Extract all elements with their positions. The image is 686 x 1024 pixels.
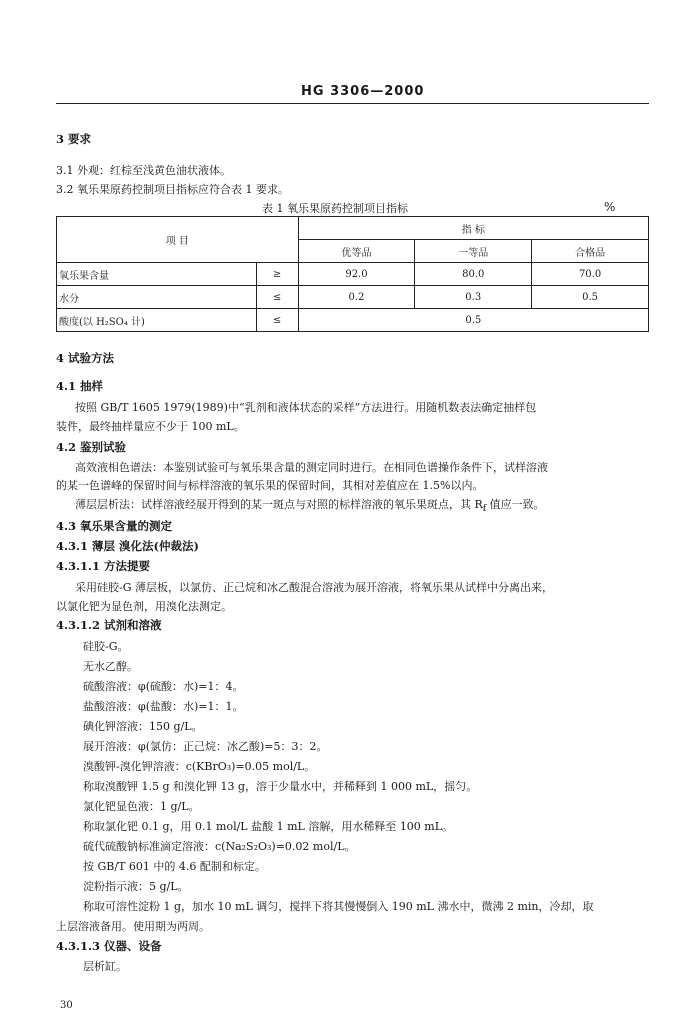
reagent-line: 碘化钾溶液：150 g/L。: [83, 720, 203, 733]
reagent-line: 淀粉指示液：5 g/L。: [83, 880, 189, 893]
reagent-line: 硫酸溶液：φ(硫酸：水)=1：4。: [83, 680, 244, 693]
row-value: 0.3: [415, 286, 532, 309]
section-4-2-heading: 4.2 鉴别试验: [56, 440, 127, 454]
reagent-line: 上层溶液备用。使用期为两周。: [56, 920, 210, 933]
reagent-line: 称取氯化钯 0.1 g，用 0.1 mol/L 盐酸 1 mL 溶解，用水稀释至 100 mL。: [83, 820, 454, 833]
para-method-line1: 采用硅胶-G 薄层板，以氯仿、正己烷和冰乙酸混合溶液为展开溶液，将氧乐果从试样中分离出来，: [75, 581, 553, 594]
reagent-line: 按 GB/T 601 中的 4.6 配制和标定。: [83, 860, 266, 873]
grade-first: 一等品: [415, 240, 532, 263]
reagent-line: 硅胶-G。: [83, 640, 129, 653]
reagent-line: 称取可溶性淀粉 1 g，加水 10 mL 调匀，搅拌下将其慢慢倒入 190 mL 沸水中，微沸 2 min，冷却，取: [83, 900, 594, 913]
header-item: 项 目: [57, 217, 299, 263]
reagent-line: 展开溶液：φ(氯仿：正己烷：冰乙酸)=5：3：2。: [83, 740, 328, 753]
section-3-1: 3.1 外观：红棕至浅黄色油状液体。: [56, 164, 231, 177]
equipment-line: 层析缸。: [83, 960, 127, 973]
para-4-2-line1: 高效液相色谱法：本鉴别试验可与氧乐果含量的测定同时进行。在相同色谱操作条件下，试样溶液: [75, 461, 548, 474]
row-sym: ≥: [256, 263, 298, 286]
section-4-heading: 4 试验方法: [56, 351, 115, 365]
para-4-2-line2: 的某一色谱峰的保留时间与标样溶液的氧乐果的保留时间，其相对差值应在 1.5%以内。: [56, 479, 484, 492]
para-method-line2: 以氯化钯为显色剂，用溴化法测定。: [56, 600, 232, 613]
row-value: 70.0: [532, 263, 649, 286]
row-name: 酸度(以 H₂SO₄ 计): [57, 309, 257, 332]
row-sym: ≤: [256, 309, 298, 332]
header-rule: [56, 103, 649, 104]
requirements-table: [56, 216, 649, 332]
section-3-2: 3.2 氧乐果原药控制项目指标应符合表 1 要求。: [56, 183, 289, 196]
grade-premium: 优等品: [298, 240, 415, 263]
row-sym: ≤: [256, 286, 298, 309]
row-value-merged: 0.5: [298, 309, 648, 332]
table-row: [57, 286, 649, 309]
reagent-line: 无水乙醇。: [83, 660, 138, 673]
row-value: 80.0: [415, 263, 532, 286]
para-4-2-text: 薄层层析法：试样溶液经展开得到的某一斑点与对照的标样溶液的氧乐果斑点，其 R: [75, 498, 483, 511]
para-4-2-end: 值应一致。: [486, 498, 545, 511]
reagent-line: 称取溴酸钾 1.5 g 和溴化钾 13 g，溶于少量水中，并稀释到 1 000 mL，摇匀。: [83, 780, 478, 793]
reagent-line: 盐酸溶液：φ(盐酸：水)=1：1。: [83, 700, 244, 713]
section-4-1-heading: 4.1 抽样: [56, 379, 104, 393]
section-4-3-1-2-heading: 4.3.1.2 试剂和溶液: [56, 618, 162, 632]
row-value: 92.0: [298, 263, 415, 286]
section-4-3-heading: 4.3 氧乐果含量的测定: [56, 519, 173, 533]
section-4-3-1-1-heading: 4.3.1.1 方法提要: [56, 559, 151, 573]
rf-subscript: f: [482, 503, 487, 515]
reagent-line: 溴酸钾-溴化钾溶液：c(KBrO₃)=0.05 mol/L。: [83, 760, 316, 773]
header-index: 指 标: [298, 217, 648, 240]
para-4-2-line3: [75, 496, 545, 514]
section-3-heading: 3 要求: [56, 132, 92, 146]
section-4-3-1-3-heading: 4.3.1.3 仪器、设备: [56, 939, 162, 953]
reagent-line: 氯化钯显色液：1 g/L。: [83, 800, 200, 813]
table-row: [57, 309, 649, 332]
table-caption: 表 1 氧乐果原药控制项目指标: [262, 202, 408, 215]
header-code: HG 3306—2000: [301, 84, 425, 99]
row-value: 0.2: [298, 286, 415, 309]
table-row: [57, 263, 649, 286]
row-value: 0.5: [532, 286, 649, 309]
para-4-1-line1: 按照 GB/T 1605 1979(1989)中“乳剂和液体状态的采样”方法进行。用随机数表法确定抽样包: [75, 401, 537, 414]
page-number: 30: [60, 1000, 73, 1011]
grade-qualified: 合格品: [532, 240, 649, 263]
row-name: 氧乐果含量: [57, 263, 257, 286]
reagent-line: 硫代硫酸钠标准滴定溶液：c(Na₂S₂O₃)=0.02 mol/L。: [83, 840, 356, 853]
table-unit: %: [604, 200, 616, 214]
row-name: 水分: [57, 286, 257, 309]
para-4-1-line2: 装件，最终抽样量应不少于 100 mL。: [56, 420, 245, 433]
section-4-3-1-heading: 4.3.1 薄层 溴化法(仲裁法): [56, 539, 199, 553]
